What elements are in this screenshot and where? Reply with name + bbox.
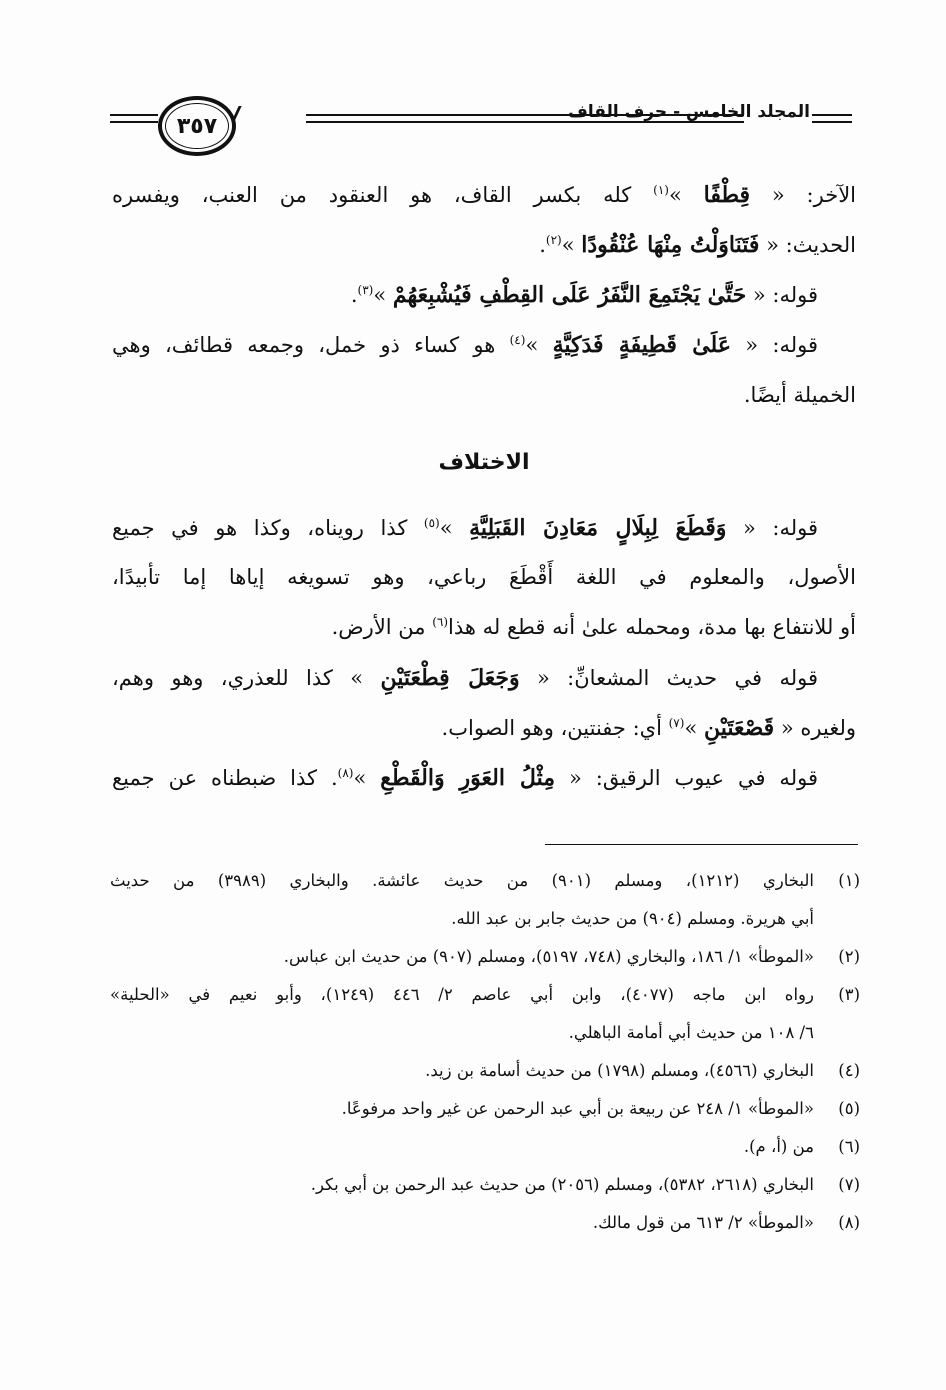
line-text: قوله: « [746, 283, 818, 307]
footnote-line: رواه ابن ماجه (٤٠٧٧)، وابن أبي عاصم ٢/ ٤٤٦ (١٢٤٩)، وأبو نعيم في «الحلية» [110, 985, 814, 1004]
line-text: » [668, 183, 704, 207]
footnote-text [110, 1128, 820, 1166]
footnote-separator [545, 844, 858, 845]
line-text: كذا للعذري، وهو وهم، [112, 666, 351, 690]
footnote-item [110, 1166, 860, 1204]
text-line [112, 370, 856, 420]
line-text: قوله في عيوب الرقيق: « [555, 766, 818, 790]
line-text: » [561, 233, 582, 257]
line-text: » [525, 333, 553, 357]
text-line [112, 320, 856, 370]
header-rule-tail [812, 114, 852, 123]
body-text-top [112, 170, 856, 420]
page-number-ring [165, 103, 229, 149]
line-text: كله بكسر القاف، هو العنقود من العنب، ويفسره [112, 183, 654, 207]
quoted-phrase: فَتَنَاوَلْتُ مِنْهَا عُنْقُودًا [581, 232, 760, 258]
footnote-number: (٨) [838, 1213, 860, 1232]
footnote-line: ٦/ ١٠٨ من حديث أبي أمامة الباهلي. [568, 1023, 814, 1042]
quoted-phrase: وَقَطَعَ لِبِلَالٍ مَعَادِنَ القَبَلِيَّةِ [469, 515, 727, 541]
footnote-ref: (٢) [545, 233, 562, 247]
quoted-phrase: قَصْعَتَيْنِ [703, 715, 775, 741]
footnote-number: (٥) [838, 1099, 860, 1118]
text-line [112, 515, 856, 565]
footnote-number: (٢) [838, 947, 860, 966]
footnote-ref: (٨) [337, 766, 354, 780]
footnote-number: (٣) [838, 985, 860, 1004]
footnote-ref: (٤) [509, 333, 526, 347]
footnote-number: (٦) [838, 1137, 860, 1156]
footnote-line: «الموطأ» ١/ ١٨٦، والبخاري (٧٤٨، ٥١٩٧)، ومسلم (٩٠٧) من حديث ابن عباس. [283, 947, 814, 966]
footnote-number: (١) [838, 871, 860, 890]
line-text: من الأرض. [331, 615, 433, 639]
footnote-text [110, 862, 820, 938]
line-text: أو للانتفاع بها مدة، ومحمله علىٰ أنه قطع له هذا [448, 615, 856, 639]
footnote-ref: (٥) [423, 516, 440, 530]
line-text: » [439, 516, 470, 540]
line-text: قوله: « [726, 516, 819, 540]
footnote-text [110, 976, 820, 1052]
line-text: . [539, 233, 546, 257]
footnote-text [110, 1052, 820, 1090]
text-line [112, 220, 856, 270]
footnote-number: (٧) [838, 1175, 860, 1194]
line-text: » [373, 283, 393, 307]
footnote-item [110, 938, 860, 976]
footnote-text [110, 1166, 820, 1204]
text-line [112, 270, 856, 320]
text-line [112, 170, 856, 220]
quoted-phrase: قِطْفًا [703, 182, 751, 208]
line-text: الأصول، والمعلوم في اللغة أَقْطَعَ رباعي، وهو تسويغه إياها إما تأبيدًا، [112, 565, 856, 589]
footnote-line: البخاري (٤٥٦٦)، ومسلم (١٧٩٨) من حديث أسامة بن زيد. [425, 1061, 814, 1080]
line-text: » [684, 716, 704, 740]
footnote-item [110, 1090, 860, 1128]
text-line [112, 715, 856, 765]
footnote-number: (٤) [838, 1061, 860, 1080]
footnote-item [110, 862, 860, 938]
footnote-item [110, 1204, 860, 1242]
text-line [112, 665, 856, 715]
text-line [112, 615, 856, 665]
footnote-line: «الموطأ» ٢/ ٦١٣ من قول مالك. [592, 1213, 814, 1232]
quoted-phrase: عَلَىٰ قَطِيفَةٍ فَدَكِيَّةٍ [552, 332, 731, 358]
running-title: المجلد الخامس - حرف القاف [568, 102, 810, 122]
line-text: الآخر: « [750, 183, 857, 207]
line-text: الحديث: « [759, 233, 856, 257]
footnote-line: «الموطأ» ١/ ٢٤٨ عن ربيعة بن أبي عبد الرحمن عن غير واحد مرفوعًا. [341, 1099, 814, 1118]
footnote-item [110, 976, 860, 1052]
text-line [112, 565, 856, 615]
footnotes [110, 862, 860, 1242]
page-number [158, 96, 236, 156]
footnote-line: البخاري (٢٦١٨، ٥٣٨٢)، ومسلم (٢٠٥٦) من حديث عبد الرحمن بن أبي بكر. [310, 1175, 814, 1194]
footnote-ref: (٧) [668, 716, 685, 730]
footnote-line: البخاري (١٢١٢)، ومسلم (٩٠١) من حديث عائشة. والبخاري (٣٩٨٩) من حديث [110, 871, 814, 890]
page-number-text: ٣٥٧ [176, 113, 218, 139]
line-text: أي: جفنتين، وهو الصواب. [441, 716, 669, 740]
footnote-text [110, 938, 820, 976]
quoted-phrase: مِثْلُ العَوَرِ وَالْقَطْعِ [380, 765, 555, 791]
line-text: . كذا ضبطناه عن جميع [112, 766, 338, 790]
footnote-ref: (٣) [357, 283, 374, 297]
line-text: » [353, 766, 381, 790]
footnote-line: من (أ، م). [743, 1137, 814, 1156]
running-header [110, 92, 852, 162]
line-text: » [350, 666, 381, 690]
section-heading: الاختلاف [438, 450, 530, 475]
footnote-line: أبي هريرة. ومسلم (٩٠٤) من حديث جابر بن عبد الله. [451, 909, 814, 928]
line-text: . [350, 283, 358, 307]
quoted-phrase: وَجَعَلَ قِطْعَتَيْنِ [380, 665, 520, 691]
text-line [112, 765, 856, 815]
footnote-item [110, 1052, 860, 1090]
line-text: قوله: « [730, 333, 819, 357]
footnote-text [110, 1204, 820, 1242]
header-rule-left [110, 114, 158, 123]
footnote-ref: (١) [653, 183, 669, 197]
footnote-ref: (٦) [432, 615, 449, 629]
line-text: كذا رويناه، وكذا هو في جميع [112, 516, 424, 540]
footnote-text [110, 1090, 820, 1128]
quoted-phrase: حَتَّىٰ يَجْتَمِعَ النَّفَرُ عَلَى القِطْفِ فَيُشْبِعَهُمْ [392, 282, 747, 308]
line-text: ولغيره « [774, 716, 856, 740]
line-text: هو كساء ذو خمل، وجمعه قطائف، وهي [112, 333, 510, 357]
line-text: قوله في حديث المشعانِّ: « [519, 666, 818, 690]
line-text: الخميلة أيضًا. [743, 383, 856, 407]
footnote-item [110, 1128, 860, 1166]
body-text-bottom [112, 515, 856, 815]
